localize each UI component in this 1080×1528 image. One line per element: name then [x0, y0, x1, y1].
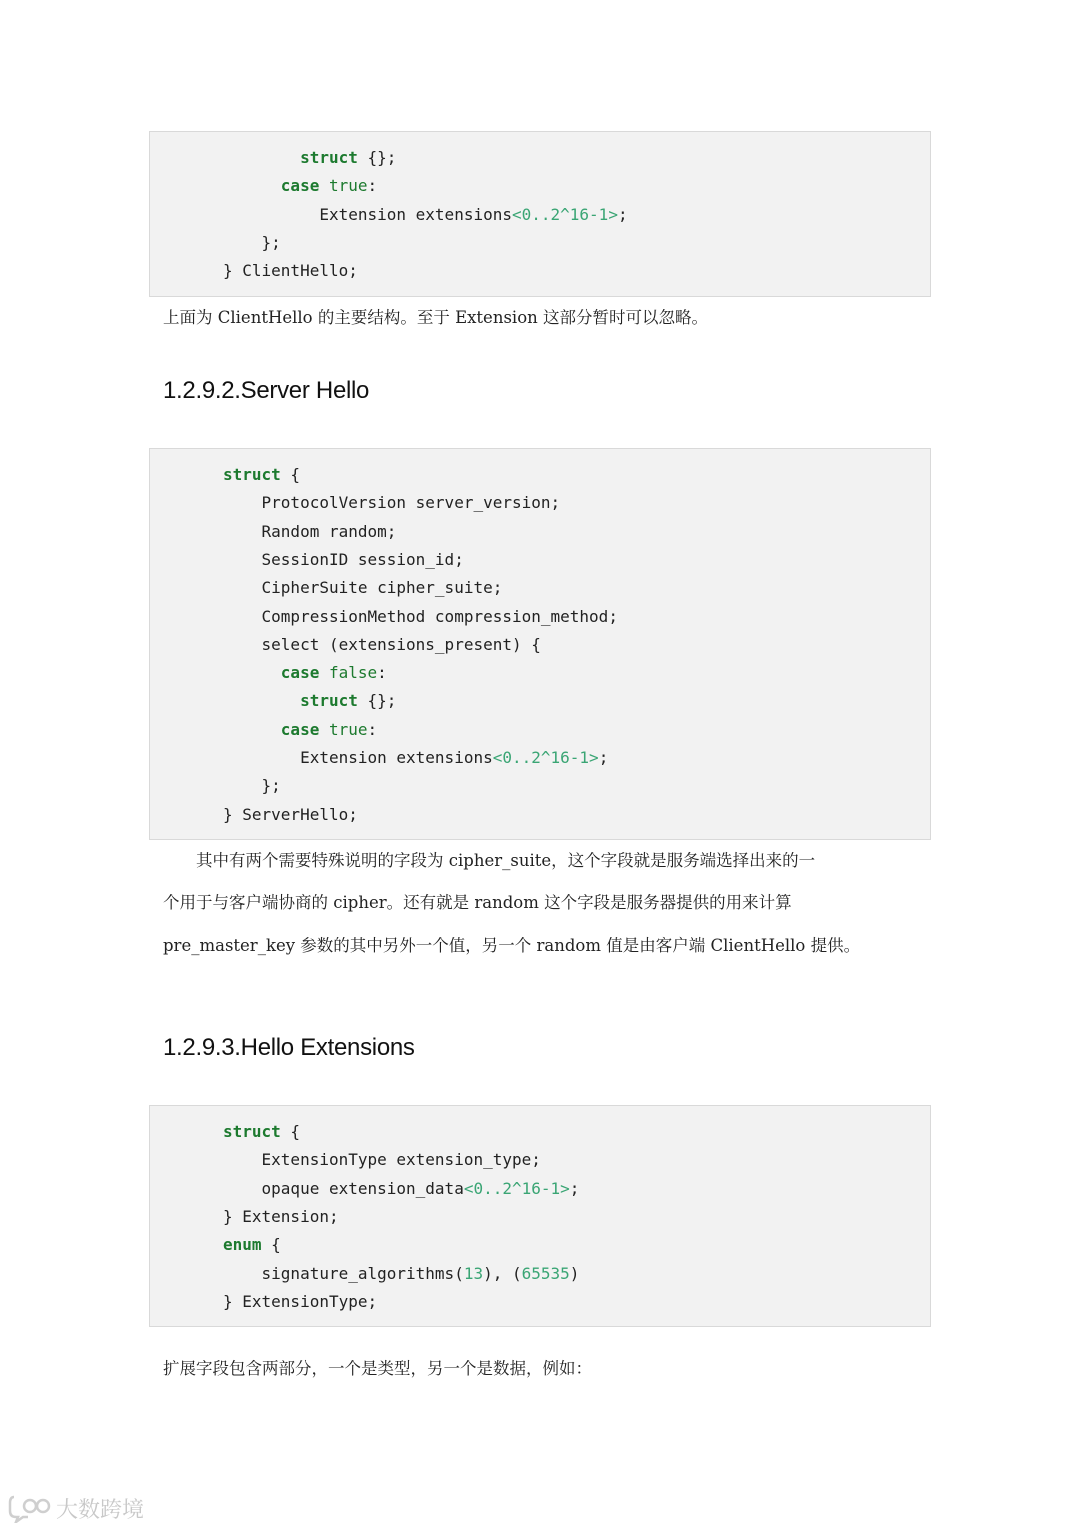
code-text: ; [569, 1178, 580, 1198]
code-line [223, 1175, 579, 1203]
code-text: : [367, 176, 378, 196]
code-text [319, 720, 329, 739]
code-text [319, 176, 329, 195]
code-line [223, 172, 377, 200]
code-text: SessionID session_id; [223, 549, 464, 569]
code-line [223, 1118, 300, 1146]
code-text: }; [223, 776, 281, 796]
code-keyword: enum [223, 1235, 262, 1255]
code-keyword: struct [300, 691, 358, 711]
code-text [223, 720, 281, 739]
code-line [223, 144, 396, 172]
code-keyword: struct [300, 148, 358, 167]
code-text: ExtensionType extension_type; [223, 1150, 541, 1170]
code-text [319, 663, 329, 682]
code-keyword: case [280, 719, 320, 739]
code-line [223, 518, 396, 546]
paragraph-line: pre_master_key 参数的其中另外一个值，另一个 random 值是由客户端 ClientHello 提供。 [163, 936, 861, 955]
code-text: opaque extension_data [223, 1178, 464, 1198]
code-line [223, 659, 387, 687]
code-line [223, 1146, 541, 1174]
code-text: CompressionMethod compression_method; [223, 606, 618, 626]
code-text [223, 176, 281, 195]
code-line [223, 1231, 281, 1259]
code-text: ; [617, 204, 628, 224]
code-literal: true [328, 176, 368, 196]
code-text: Extension extensions [223, 748, 493, 767]
code-line [223, 716, 377, 744]
code-keyword: case [280, 176, 320, 196]
code-number: <0..2^16-1> [492, 748, 599, 767]
code-text: CipherSuite cipher_suite; [223, 578, 503, 598]
code-text: : [377, 663, 387, 683]
code-text: ; [598, 748, 609, 767]
code-line [223, 229, 281, 257]
code-text: select (extensions_present) { [223, 634, 541, 654]
code-text: } Extension; [223, 1206, 339, 1226]
code-text: { [280, 465, 301, 484]
code-text: {}; [357, 148, 397, 167]
code-text: } ExtensionType; [223, 1291, 378, 1311]
paragraph-line: 个用于与客户端协商的 cipher。还有就是 random 这个字段是服务器提供的用来计算 [163, 893, 792, 912]
code-keyword: struct [223, 465, 281, 484]
code-text: : [367, 719, 378, 739]
code-number: <0..2^16-1> [463, 1178, 570, 1198]
code-number: 65535 [521, 1263, 570, 1283]
code-text: } ServerHello; [223, 804, 358, 824]
code-block-serverhello [149, 448, 931, 840]
paragraph-line: 其中有两个需要特殊说明的字段为 cipher_suite，这个字段就是服务端选择出来的一 [163, 851, 816, 870]
code-text: ProtocolVersion server_version; [223, 493, 561, 513]
chat-bubble-logo-icon [8, 1493, 52, 1523]
code-number: 13 [463, 1263, 484, 1283]
code-block-extension [149, 1105, 931, 1327]
code-line [223, 744, 608, 772]
code-literal: true [328, 719, 368, 739]
code-text [223, 148, 300, 167]
code-line [223, 546, 464, 574]
code-line [223, 772, 281, 800]
code-line [223, 1260, 579, 1288]
paragraph-extension-note: 扩展字段包含两部分，一个是类型，另一个是数据，例如： [163, 1359, 592, 1378]
code-text: { [280, 1122, 301, 1141]
code-line [223, 201, 628, 229]
code-text: }; [223, 232, 281, 252]
watermark [8, 1490, 144, 1526]
code-literal: false [328, 663, 378, 683]
code-text: { [261, 1235, 281, 1255]
code-line [223, 1288, 377, 1316]
code-line [223, 257, 358, 285]
code-keyword: struct [223, 1122, 281, 1141]
code-text [223, 691, 300, 710]
watermark-text: 大数跨境 [56, 1497, 145, 1523]
code-text: ), ( [483, 1263, 522, 1283]
code-line [223, 489, 560, 517]
code-text: } ClientHello; [223, 261, 358, 281]
code-text: signature_algorithms( [223, 1263, 464, 1283]
section-heading-server-hello: 1.2.9.2.Server Hello [163, 377, 370, 404]
code-line [223, 1203, 339, 1231]
section-heading-hello-extensions: 1.2.9.3.Hello Extensions [163, 1034, 415, 1061]
code-text: {}; [357, 691, 397, 711]
code-block-clienthello [149, 131, 931, 297]
code-line [223, 801, 358, 829]
paragraph-clienthello-note: 上面为 ClientHello 的主要结构。至于 Extension 这部分暂时可以忽略。 [163, 308, 708, 327]
code-line [223, 461, 300, 489]
code-text: ) [569, 1263, 580, 1283]
code-line [223, 603, 618, 631]
code-number: <0..2^16-1> [511, 204, 618, 224]
code-line [223, 574, 502, 602]
code-text: Extension extensions [223, 204, 512, 224]
code-keyword: case [280, 663, 320, 683]
code-line [223, 687, 396, 715]
code-line [223, 631, 541, 659]
code-text: Random random; [223, 521, 397, 541]
code-text [223, 663, 281, 682]
